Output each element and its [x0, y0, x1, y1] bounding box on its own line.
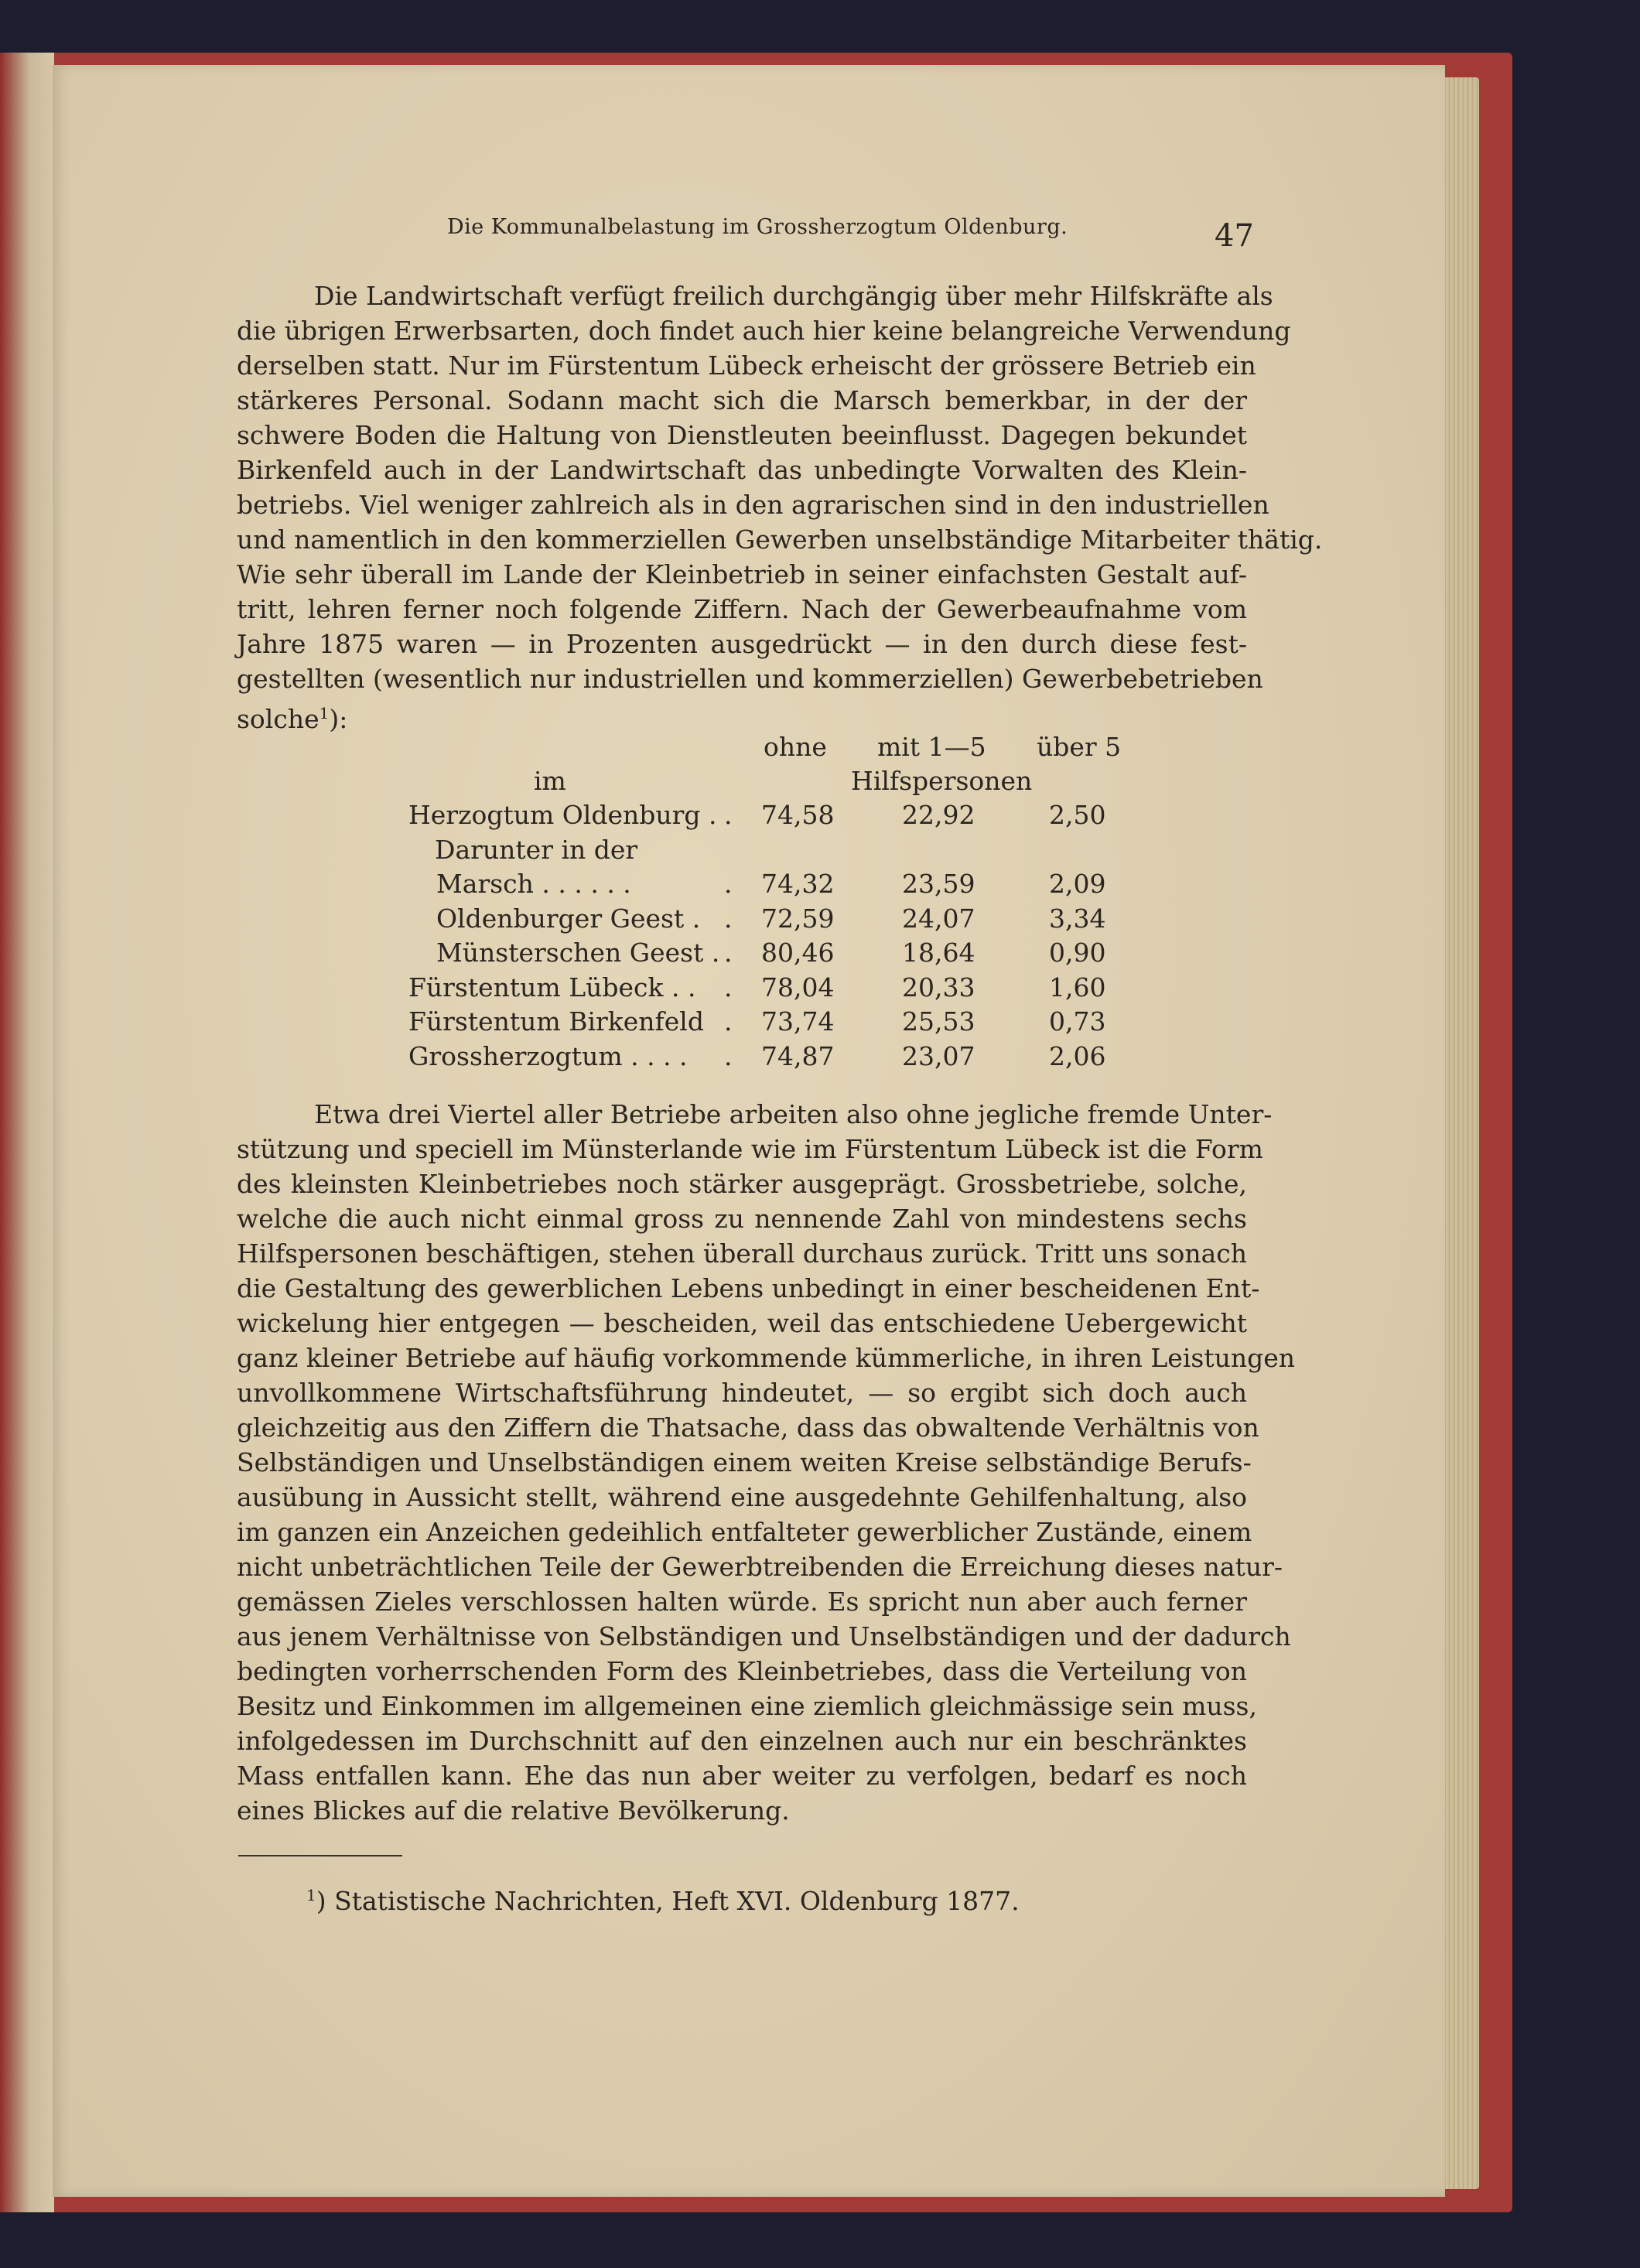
- text-line: bedingten vorherrschenden Form des Kleinbetriebes, dass die Verteilung von: [237, 1656, 1247, 1686]
- table-row: [232, 869, 1160, 903]
- row-label: Oldenburger Geest .: [436, 903, 701, 934]
- table-row: [232, 835, 1160, 869]
- leader-dot: .: [724, 869, 733, 899]
- value-ohne: 73,74: [761, 1006, 835, 1037]
- row-label: Marsch . . . . . .: [436, 869, 631, 899]
- text-line: [237, 696, 1247, 736]
- row-label: Fürstentum Birkenfeld: [408, 1006, 704, 1037]
- footnote-text: ) Statistische Nachrichten, Heft XVI. Oldenburg 1877.: [316, 1886, 1020, 1916]
- text-line: Birkenfeld auch in der Landwirtschaft das unbedingte Vorwalten des Klein-: [237, 455, 1247, 485]
- text-line: derselben statt. Nur im Fürstentum Lübeck erheischt der grössere Betrieb ein: [237, 350, 1256, 381]
- leader-dot: .: [724, 800, 733, 830]
- value-mit: 24,07: [902, 903, 975, 934]
- text-line: Hilfspersonen beschäftigen, stehen überall durchaus zurück. Tritt uns sonach: [237, 1238, 1248, 1269]
- col-subheader-hilfspersonen: Hilfspersonen: [851, 766, 1033, 796]
- text-line: infolgedessen im Durchschnitt auf den einzelnen auch nur ein beschränktes: [237, 1726, 1247, 1756]
- text-line: Mass entfallen kann. Ehe das nun aber weiter zu verfolgen, bedarf es noch: [237, 1761, 1247, 1791]
- footnote-divider: [238, 1855, 402, 1856]
- value-ohne: 74,32: [761, 869, 835, 899]
- value-mit: 20,33: [902, 972, 975, 1002]
- text-line: die Gestaltung des gewerblichen Lebens unbedingt in einer bescheidenen Ent-: [237, 1273, 1260, 1303]
- table-row: [232, 1041, 1160, 1075]
- row-label: Grossherzogtum . . . .: [408, 1040, 688, 1071]
- value-ueber: 2,09: [1049, 869, 1106, 899]
- text-line: des kleinsten Kleinbetriebes noch stärker ausgeprägt. Grossbetriebe, solche,: [237, 1169, 1247, 1199]
- col-header-ueber: über 5: [1037, 732, 1122, 762]
- value-ueber: 0,90: [1049, 938, 1106, 968]
- text-line: im ganzen ein Anzeichen gedeihlich entfalteter gewerblicher Zustände, einem: [237, 1517, 1252, 1547]
- paragraph-1: [237, 278, 1323, 736]
- text-line: und namentlich in den kommerziellen Gewerben unselbständige Mitarbeiter thätig.: [237, 524, 1323, 555]
- row-label: Darunter in der: [435, 834, 638, 865]
- text-line: betriebs. Viel weniger zahlreich als in den agrarischen sind in den industriellen: [237, 490, 1269, 520]
- footnote-ref-tail: ):: [329, 704, 348, 734]
- text-line: aus jenem Verhältnisse von Selbständigen und Unselbständigen und der dadurch: [237, 1621, 1291, 1651]
- value-mit: 23,07: [902, 1040, 975, 1071]
- table-row: [232, 1006, 1160, 1040]
- text-line: stärkeres Personal. Sodann macht sich die Marsch bemerkbar, in der der: [237, 385, 1247, 415]
- text-line: Wie sehr überall im Lande der Kleinbetrieb in seiner einfachsten Gestalt auf-: [237, 559, 1247, 589]
- text-line: die übrigen Erwerbsarten, doch findet auch hier keine belangreiche Verwendung: [237, 316, 1291, 346]
- footnote: [306, 1886, 1020, 1916]
- table-row: [232, 800, 1160, 834]
- value-ueber: 3,34: [1049, 903, 1106, 934]
- table-row: [232, 938, 1160, 972]
- leader-dot: .: [724, 938, 733, 968]
- row-label: Fürstentum Lübeck . .: [408, 972, 696, 1002]
- value-ueber: 2,06: [1049, 1040, 1106, 1071]
- table-subheader-row: [232, 766, 1160, 800]
- text-line: tritt, lehren ferner noch folgende Ziffern. Nach der Gewerbeaufnahme vom: [237, 594, 1247, 624]
- leader-dot: .: [724, 972, 733, 1002]
- text-line: gemässen Zieles verschlossen halten würde. Es spricht nun aber auch ferner: [237, 1587, 1247, 1617]
- text-line: gleichzeitig aus den Ziffern die Thatsache, dass das obwaltende Verhältnis von: [237, 1412, 1259, 1443]
- text-line: gestellten (wesentlich nur industriellen und kommerziellen) Gewerbebetrieben: [237, 664, 1263, 694]
- row-label: Münsterschen Geest .: [436, 938, 720, 968]
- text-line: Etwa drei Viertel aller Betriebe arbeiten also ohne jegliche fremde Unter-: [314, 1099, 1273, 1129]
- leader-dot: .: [724, 1040, 733, 1071]
- text-line: Jahre 1875 waren — in Prozenten ausgedrückt — in den durch diese fest-: [237, 629, 1247, 659]
- value-mit: 22,92: [902, 800, 975, 830]
- value-ohne: 80,46: [761, 938, 835, 968]
- leader-dot: .: [724, 903, 733, 934]
- left-page-edge: [0, 53, 54, 2212]
- text-line-tail: solche: [237, 704, 319, 734]
- value-ueber: 2,50: [1049, 800, 1106, 830]
- value-mit: 25,53: [902, 1006, 975, 1037]
- value-mit: 18,64: [902, 938, 975, 968]
- text-line: ganz kleiner Betriebe auf häufig vorkommende kümmerliche, in ihren Leistungen: [237, 1343, 1296, 1373]
- text-line: Die Landwirtschaft verfügt freilich durchgängig über mehr Hilfskräfte als: [314, 281, 1273, 311]
- text-line: ausübung in Aussicht stellt, während eine ausgedehnte Gehilfenhaltung, also: [237, 1482, 1247, 1512]
- text-line: Besitz und Einkommen im allgemeinen eine ziemlich gleichmässige sein muss,: [237, 1691, 1257, 1721]
- text-line: welche die auch nicht einmal gross zu nennende Zahl von mindestens sechs: [237, 1204, 1247, 1234]
- table-row: [232, 903, 1160, 938]
- page-number: 47: [1215, 218, 1254, 254]
- value-ohne: 78,04: [761, 972, 835, 1002]
- value-mit: 23,59: [902, 869, 975, 899]
- text-line: stützung und speciell im Münsterlande wie im Fürstentum Lübeck ist die Form: [237, 1134, 1263, 1164]
- value-ohne: 74,58: [761, 800, 835, 830]
- text-line: Selbständigen und Unselbständigen einem weiten Kreise selbständige Berufs-: [237, 1447, 1252, 1477]
- row-label: Herzogtum Oldenburg .: [408, 800, 717, 830]
- text-line: schwere Boden die Haltung von Dienstleuten beeinflusst. Dagegen bekundet: [237, 420, 1247, 450]
- value-ohne: 74,87: [761, 1040, 835, 1071]
- col-header-im: im: [534, 766, 566, 796]
- text-line: nicht unbeträchtlichen Teile der Gewerbtreibenden die Erreichung dieses natur-: [237, 1552, 1283, 1582]
- text-line: wickelung hier entgegen — bescheiden, weil das entschiedene Uebergewicht: [237, 1308, 1247, 1338]
- table-header-row: [232, 732, 1160, 766]
- footnote-mark: 1: [306, 1886, 316, 1904]
- table-row: [232, 972, 1160, 1006]
- text-line: eines Blickes auf die relative Bevölkerung.: [237, 1795, 790, 1826]
- leader-dot: .: [724, 1006, 733, 1037]
- value-ohne: 72,59: [761, 903, 835, 934]
- col-header-ohne: ohne: [764, 732, 827, 762]
- col-header-mit: mit 1—5: [877, 732, 986, 762]
- value-ueber: 0,73: [1049, 1006, 1106, 1037]
- footnote-ref: 1: [319, 704, 330, 722]
- paragraph-2: [237, 1097, 1296, 1828]
- running-title: Die Kommunalbelastung im Grossherzogtum Oldenburg.: [447, 215, 1068, 239]
- value-ueber: 1,60: [1049, 972, 1106, 1002]
- text-line: unvollkommene Wirtschaftsführung hindeutet, — so ergibt sich doch auch: [237, 1378, 1247, 1408]
